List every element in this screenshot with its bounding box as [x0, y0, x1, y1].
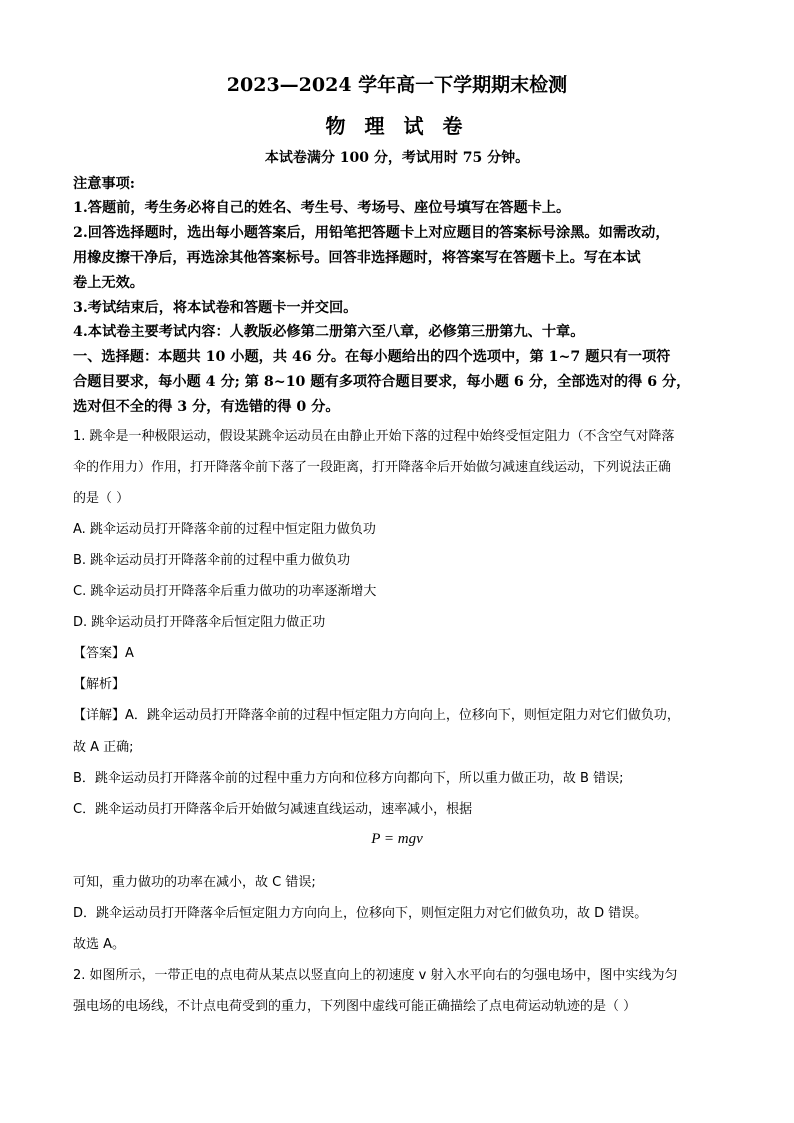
- instruction-2-line-3: 卷上无效。: [73, 275, 144, 291]
- q1-detail-b: B．跳伞运动员打开降落伞前的过程中重力方向和位移方向都向下，所以重力做正功，故 B 错误;: [73, 771, 624, 786]
- q1-stem-line-3: 的是（ ）: [73, 491, 130, 506]
- q1-detail-line-1: 【详解】A．跳伞运动员打开降落伞前的过程中恒定阻力方向向上，位移向下，则恒定阻力对它们做负功，: [73, 708, 680, 723]
- instruction-2-line-2: 用橡皮擦干净后，再选涂其他答案标号。回答非选择题时，将答案写在答题卡上。写在本试: [73, 250, 641, 266]
- instruction-1: 1.答题前，考生务必将自己的姓名、考生号、考场号、座位号填写在答题卡上。: [73, 200, 571, 216]
- q1-option-d: D. 跳伞运动员打开降落伞后恒定阻力做正功: [73, 615, 326, 630]
- subject-title: 物 理 试 卷: [325, 114, 469, 138]
- q1-conclusion: 故选 A。: [73, 937, 126, 952]
- q1-detail-c2: 可知，重力做功的功率在减小，故 C 错误;: [73, 875, 316, 890]
- q1-option-a: A. 跳伞运动员打开降落伞前的过程中恒定阻力做负功: [73, 522, 376, 537]
- section1-line-3: 选对但不全的得 3 分，有选错的得 0 分。: [73, 399, 340, 415]
- q2-stem-line-1: 2. 如图所示，一带正电的点电荷从某点以竖直向上的初速度 v 射入水平向右的匀强电场中，图中实线为匀: [73, 968, 678, 983]
- exam-title: 2023—2024 学年高一下学期期末检测: [226, 74, 568, 96]
- q1-option-c: C. 跳伞运动员打开降落伞后重力做功的功率逐渐增大: [73, 584, 377, 599]
- q1-detail-c: C．跳伞运动员打开降落伞后开始做匀减速直线运动，速率减小，根据: [73, 802, 473, 817]
- section1-line-2: 合题目要求，每小题 4 分; 第 8~10 题有多项符合题目要求，每小题 6 分，全部选对的得 6 分，: [73, 374, 691, 390]
- q1-detail-line-2: 故 A 正确;: [73, 740, 134, 755]
- q1-answer: 【答案】A: [73, 646, 134, 661]
- q1-formula: P = mgv: [371, 831, 423, 847]
- q1-analysis-label: 【解析】: [73, 677, 126, 692]
- q1-detail-d: D．跳伞运动员打开降落伞后恒定阻力方向向上，位移向下，则恒定阻力对它们做负功，故 D 错误。: [73, 906, 648, 921]
- section1-line-1: 一、选择题：本题共 10 小题，共 46 分。在每小题给出的四个选项中，第 1~7 题只有一项符: [73, 349, 671, 365]
- instructions-heading: 注意事项:: [73, 176, 135, 192]
- q1-stem-line-1: 1. 跳伞是一种极限运动，假设某跳伞运动员在由静止开始下落的过程中始终受恒定阻力（不含空气对降落: [73, 429, 675, 444]
- q2-stem-line-2: 强电场的电场线，不计点电荷受到的重力，下列图中虚线可能正确描绘了点电荷运动轨迹的是（ ）: [73, 999, 637, 1014]
- instruction-2-line-1: 2.回答选择题时，选出每小题答案后，用铅笔把答题卡上对应题目的答案标号涂黑。如需改动，: [73, 225, 670, 241]
- q1-stem-line-2: 伞的作用力）作用，打开降落伞前下落了一段距离，打开降落伞后开始做匀减速直线运动，下列说法正确: [73, 460, 672, 475]
- q1-option-b: B. 跳伞运动员打开降落伞前的过程中重力做负功: [73, 553, 351, 568]
- instruction-4: 4.本试卷主要考试内容：人教版必修第二册第六至八章，必修第三册第九、十章。: [73, 324, 585, 340]
- score-time-note: 本试卷满分 100 分，考试用时 75 分钟。: [264, 150, 530, 166]
- instruction-3: 3.考试结束后，将本试卷和答题卡一并交回。: [73, 300, 358, 316]
